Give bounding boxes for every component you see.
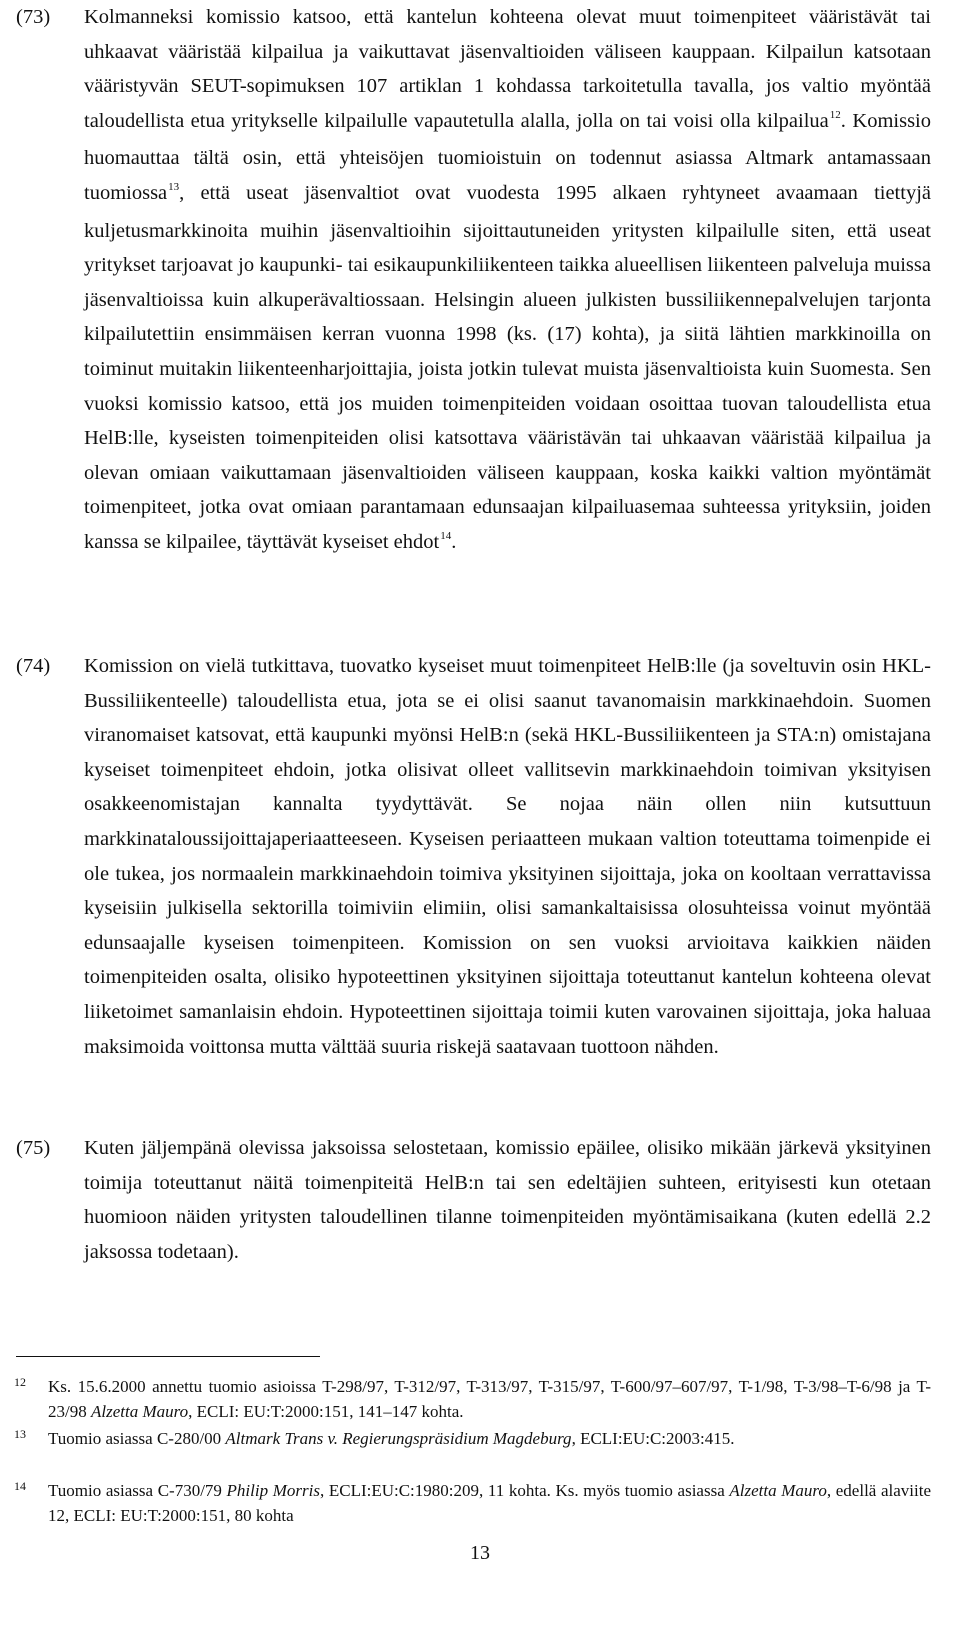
footnote-separator (16, 1356, 320, 1357)
paragraph-body (84, 649, 931, 1064)
case-name: Altmark Trans v. Regierungspräsidium Magdeburg (225, 1429, 572, 1448)
footnote-number: 12 (14, 1375, 26, 1389)
case-name: Alzetta Mauro (90, 1402, 189, 1421)
paragraph-number: (73) (16, 6, 51, 28)
footnote-text (48, 1374, 931, 1424)
page-number: 13 (470, 1542, 490, 1564)
footnote-number: 13 (14, 1427, 26, 1441)
footnote-text-part: , edellä alaviite 12, ECLI: EU:T:2000:151, 80 kohta (48, 1481, 931, 1525)
footnote-reference[interactable]: 12 (829, 108, 841, 121)
footnote-text-part: , ECLI:EU:C:2003:415. (571, 1429, 735, 1448)
footnote-number: 14 (14, 1479, 26, 1493)
footnote-text-part: Tuomio asiassa C-280/00 (48, 1429, 226, 1448)
paragraph-number: (75) (16, 1137, 51, 1159)
footnote-text-part: Tuomio asiassa C-730/79 (48, 1481, 227, 1500)
case-name: Alzetta Mauro (729, 1481, 827, 1500)
footnote-text (48, 1478, 931, 1528)
paragraph-text: . (451, 530, 457, 553)
paragraph-number: (74) (16, 655, 51, 677)
footnote-text-part: Ks. 15.6.2000 annettu tuomio asioissa T-298/97, T-312/97, T-313/97, T-315/97, T-600/97–607/97, T-1/98, T-3/98–T-6/98 ja T-23/98 (48, 1377, 931, 1421)
footnote-text-part: , ECLI: EU:T:2000:151, 141–147 kohta. (188, 1402, 464, 1421)
footnote-reference[interactable]: 14 (440, 529, 452, 542)
footnote-text (48, 1426, 931, 1451)
paragraph-text: Komission on vielä tutkittava, tuovatko kyseiset muut toimenpiteet HelB:lle (ja soveltuvin osin HKL-Bussiliikenteelle) taloudellista etua, jota se ei olisi saanut tavanomaisin markkinaehdoin. Suomen viranomaiset katsovat, että kaupunki myönsi HelB:n (sekä HKL-Bussiliikenteen ja STA:n) omistajana kyseiset toimenpiteet ehdoin, jotka olisivat olleet vallitsevin markkinaehdoin toimivan yksityisen osakkeenomistajan kannalta tyydyttävät. Se nojaa näin ollen niin kutsuttuun markkinataloussijoittajaperiaatteeseen. Kyseisen periaatteen mukaan valtion toteuttama toimenpide ei ole tukea, jos normaalein markkinaehdoin toimiva yksityinen sijoittaja, joka on kooltaan verrattavissa kyseisiin julkisella sektorilla toimiviin elimiin, olisi samankaltaisissa olosuhteissa voinut myöntää edunsaajalle kyseisen toimenpiteen. Komission on sen vuoksi arvioitava kaikkien näiden toimenpiteiden osalta, olisiko hypoteettinen yksityinen sijoittaja toteuttanut kantelun kohteena olevat liiketoimet samanlaisin ehdoin. Hypoteettinen sijoittaja toimii kuten varovainen sijoittaja, joka haluaa maksimoida voittonsa mutta välttää suuria riskejä saatavaan tuottoon nähden. (84, 655, 931, 1058)
paragraph-text: , että useat jäsenvaltiot ovat vuodesta 1995 alkaen ryhtyneet avaamaan tiettyjä kuljetusmarkkinoita muihin jäsenvaltioihin sijoittautuneiden yritysten kilpailulle siten, että useat yritykset tarjoavat jo kaupunki- tai esikaupunkiliikenteen taikka alueellisen liikenteen palveluja muissa jäsenvaltioissa kuin alkuperävaltiossaan. Helsingin alueen julkisten bussiliikennepalvelujen tarjonta kilpailutettiin ensimmäisen kerran vuonna 1998 (ks. (17) kohta), ja siitä lähtien markkinoilla on toiminut muitakin liikenteenharjoittajia, joista jotkin tulevat muista jäsenvaltioista kuin Suomesta. Sen vuoksi komissio katsoo, että jos muiden toimenpiteiden voidaan osoittaa tuovan taloudellista etua HelB:lle, kyseisten toimenpiteiden olisi katsottava vääristävän tai uhkaavan vääristää kilpailua ja olevan omiaan vaikuttamaan jäsenvaltioiden väliseen kauppaan, koska kaikki valtion myöntämät toimenpiteet, jotka ovat omiaan parantamaan edunsaajan kilpailuasemaa suhteessa yrityksiin, joiden kanssa se kilpailee, täyttävät kyseiset ehdot (84, 181, 931, 553)
paragraph-text: Kolmanneksi komissio katsoo, että kantelun kohteena olevat muut toimenpiteet vääristävät tai uhkaavat vääristää kilpailua ja vaikuttavat jäsenvaltioiden väliseen kauppaan. Kilpailun katsotaan vääristyvän SEUT-sopimuksen 107 artiklan 1 kohdassa tarkoitetulla tavalla, jos valtio myöntää taloudellista etua yritykselle kilpailulle vapautetulla alalla, jolla on tai voisi olla kilpailua (84, 6, 931, 132)
paragraph-body (84, 1131, 931, 1269)
paragraph-text: Kuten jäljempänä olevissa jaksoissa selostetaan, komissio epäilee, olisiko mikään järkevä yksityinen toimija toteuttanut näitä toimenpiteitä HelB:n tai sen edeltäjien suhteen, erityisesti kun otetaan huomioon näiden yritysten taloudellinen tilanne toimenpiteiden myöntämisaikana (kuten edellä 2.2 jaksossa todetaan). (84, 1137, 931, 1263)
footnote-reference[interactable]: 13 (168, 180, 180, 193)
footnote-text-part: , ECLI:EU:C:1980:209, 11 kohta. Ks. myös tuomio asiassa (319, 1481, 730, 1500)
paragraph-text: . Komissio huomauttaa tältä osin, että yhteisöjen tuomioistuin on todennut asiassa Altmark antamassaan tuomiossa (84, 109, 931, 204)
paragraph-body (84, 0, 931, 563)
case-name: Philip Morris (226, 1481, 320, 1500)
